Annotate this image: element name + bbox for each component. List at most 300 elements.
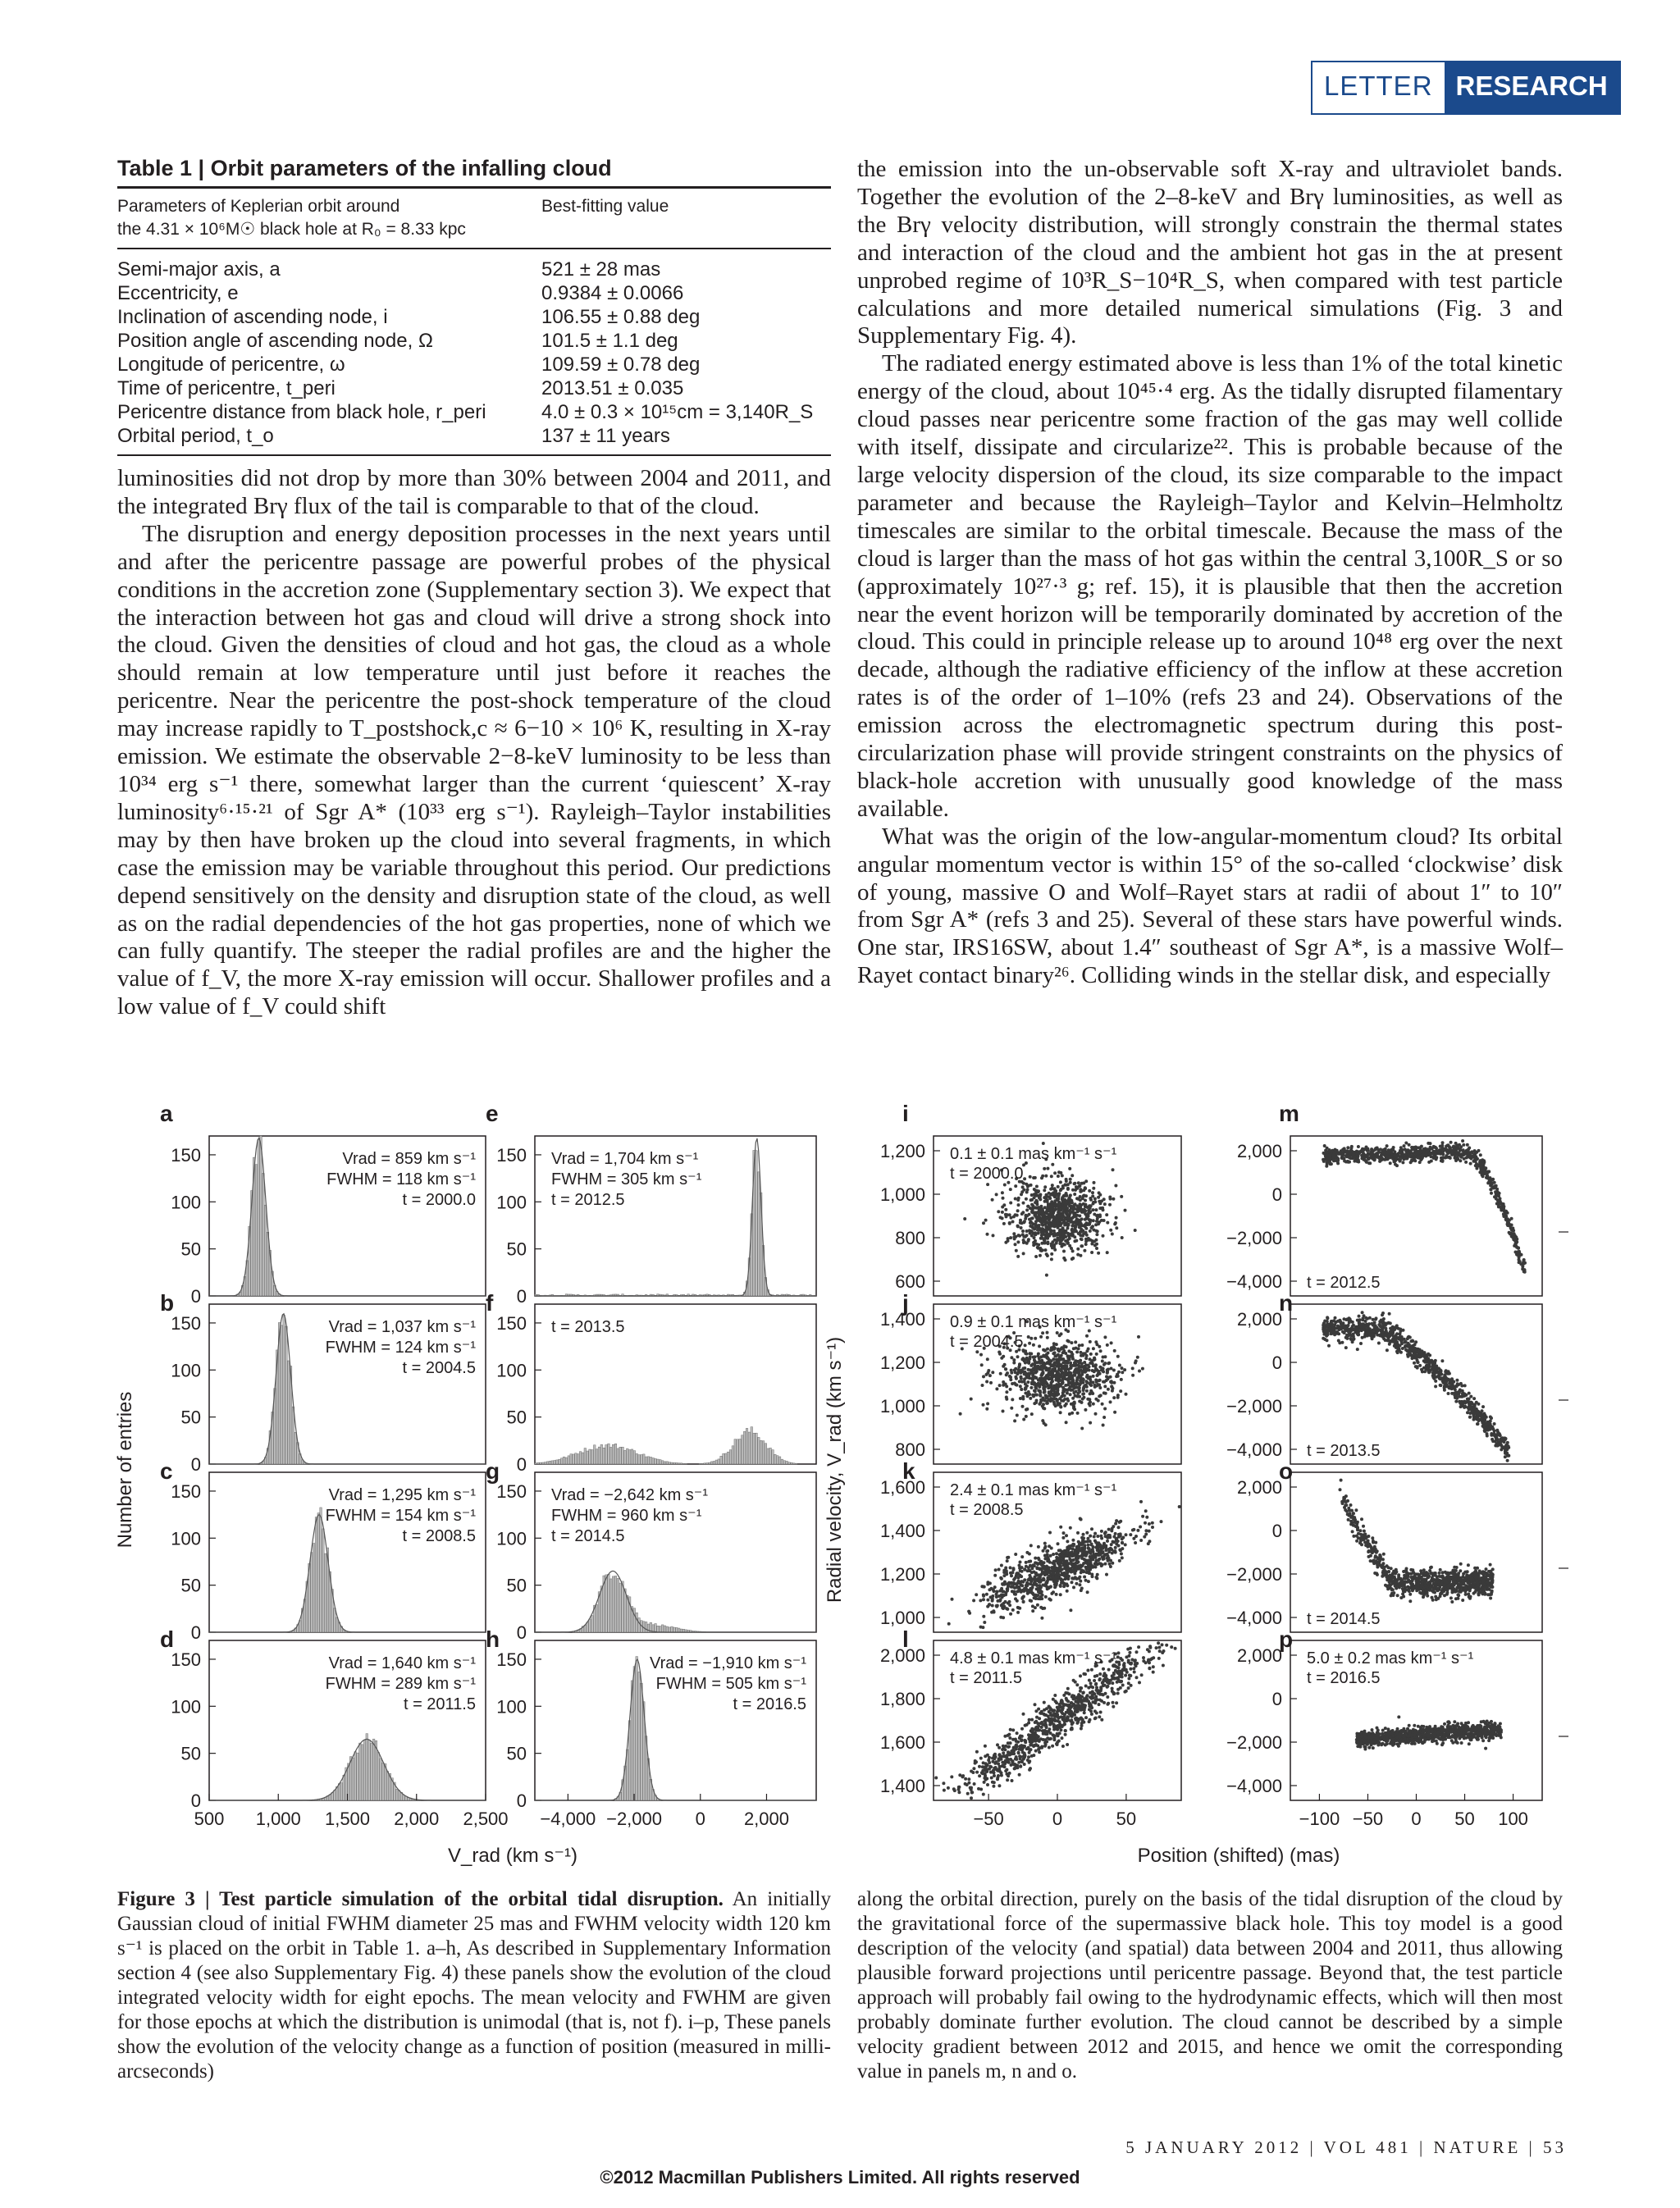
y-tick-label: 1,200 bbox=[879, 1141, 925, 1161]
scatter-point bbox=[1100, 1552, 1103, 1555]
scatter-point bbox=[1466, 1143, 1469, 1147]
scatter-point bbox=[1134, 1229, 1137, 1232]
histogram-bar bbox=[772, 1450, 774, 1464]
scatter-point bbox=[996, 1743, 999, 1746]
scatter-point bbox=[985, 1764, 988, 1768]
scatter-point bbox=[998, 1746, 1001, 1750]
scatter-point bbox=[1092, 1347, 1095, 1350]
scatter-point bbox=[1115, 1537, 1118, 1540]
scatter-point bbox=[1036, 1354, 1039, 1357]
table-row bbox=[117, 424, 831, 448]
scatter-point bbox=[1085, 1334, 1089, 1338]
scatter-point bbox=[1007, 1237, 1010, 1240]
scatter-point bbox=[1107, 1362, 1110, 1365]
histogram-bar bbox=[748, 1432, 751, 1464]
scatter-point bbox=[1029, 1353, 1033, 1356]
scatter-point bbox=[997, 1210, 1000, 1213]
scatter-point bbox=[1117, 1526, 1121, 1529]
scatter-point bbox=[1066, 1224, 1070, 1227]
scatter-point bbox=[1069, 1526, 1072, 1530]
scatter-point bbox=[1006, 1778, 1009, 1781]
scatter-point bbox=[1464, 1161, 1468, 1164]
scatter-point bbox=[1100, 1564, 1103, 1567]
scatter-point bbox=[1064, 1371, 1067, 1375]
scatter-point bbox=[1121, 1366, 1124, 1370]
scatter-point bbox=[1076, 1555, 1080, 1558]
scatter-point bbox=[1039, 1560, 1043, 1563]
scatter-point bbox=[1053, 1564, 1057, 1567]
scatter-point bbox=[1081, 1371, 1084, 1374]
scatter-point bbox=[1020, 1226, 1023, 1229]
scatter-point bbox=[1016, 1611, 1020, 1614]
scatter-point bbox=[991, 1598, 994, 1601]
scatter-point bbox=[1011, 1608, 1015, 1612]
y-tick-label: 0 bbox=[190, 1286, 201, 1307]
scatter-point bbox=[1029, 1743, 1032, 1746]
scatter-point bbox=[1102, 1424, 1105, 1427]
scatter-point bbox=[1045, 1730, 1048, 1733]
scatter-point bbox=[1001, 1211, 1004, 1214]
scatter-point bbox=[1061, 1357, 1065, 1361]
scatter-point bbox=[1025, 1407, 1029, 1411]
scatter-point bbox=[1078, 1544, 1081, 1547]
scatter-point bbox=[1016, 1599, 1019, 1603]
scatter-point bbox=[1064, 1377, 1067, 1380]
histogram-bar bbox=[258, 1139, 260, 1296]
scatter-point bbox=[1092, 1202, 1095, 1206]
scatter-point bbox=[1112, 1198, 1115, 1201]
scatter-point bbox=[1456, 1145, 1459, 1148]
histogram-bar bbox=[338, 1784, 340, 1800]
scatter-point bbox=[1059, 1188, 1062, 1192]
scatter-point bbox=[1077, 1560, 1080, 1563]
scatter-point bbox=[1084, 1685, 1088, 1688]
scatter-point bbox=[1089, 1535, 1092, 1538]
scatter-point bbox=[1403, 1144, 1406, 1147]
scatter-point bbox=[1071, 1221, 1075, 1225]
scatter-point bbox=[1061, 1243, 1065, 1247]
scatter-point bbox=[1029, 1397, 1032, 1400]
scatter-point bbox=[1107, 1550, 1111, 1553]
scatter-point bbox=[1124, 1209, 1127, 1212]
scatter-point bbox=[1076, 1720, 1080, 1723]
scatter-point bbox=[1427, 1161, 1431, 1164]
scatter-point bbox=[1007, 1745, 1011, 1749]
scatter-point bbox=[1145, 1516, 1148, 1519]
histogram-bar bbox=[357, 1753, 359, 1800]
scatter-point bbox=[1002, 1197, 1005, 1200]
scatter-point bbox=[1093, 1717, 1097, 1720]
scatter-point bbox=[1050, 1204, 1053, 1207]
scatter-point bbox=[1063, 1194, 1066, 1198]
scatter-point bbox=[1113, 1411, 1116, 1414]
scatter-point bbox=[1009, 1188, 1012, 1191]
scatter-point bbox=[1084, 1716, 1088, 1719]
scatter-point bbox=[1017, 1761, 1020, 1764]
scatter-point bbox=[982, 1761, 985, 1764]
scatter-point bbox=[1005, 1390, 1008, 1394]
scatter-point bbox=[1040, 1398, 1043, 1402]
body-text-right-column bbox=[857, 156, 1563, 990]
table-cell-param: Pericentre distance from black hole, r_peri bbox=[117, 401, 486, 423]
scatter-point bbox=[1027, 1205, 1030, 1208]
y-tick-label: −2,000 bbox=[1226, 1228, 1282, 1248]
scatter-point bbox=[1127, 1654, 1130, 1658]
histogram-bar bbox=[664, 1626, 666, 1632]
scatter-point bbox=[1029, 1560, 1032, 1563]
scatter-point bbox=[1053, 1209, 1057, 1212]
scatter-point bbox=[1046, 1553, 1049, 1556]
scatter-point bbox=[1064, 1729, 1067, 1732]
scatter-point bbox=[1058, 1402, 1061, 1405]
scatter-point bbox=[1049, 1231, 1052, 1234]
scatter-point bbox=[995, 1193, 998, 1196]
scatter-point bbox=[1112, 1525, 1115, 1528]
y-tick-label: 50 bbox=[506, 1407, 527, 1428]
scatter-point bbox=[1016, 1198, 1020, 1202]
scatter-point bbox=[1116, 1375, 1120, 1378]
scatter-point bbox=[1343, 1147, 1346, 1150]
scatter-point bbox=[1030, 1381, 1034, 1385]
scatter-point bbox=[1005, 1385, 1008, 1388]
scatter-point bbox=[1121, 1371, 1124, 1374]
scatter-point bbox=[992, 1785, 995, 1788]
histogram-bar bbox=[725, 1453, 728, 1464]
scatter-point bbox=[1132, 1667, 1135, 1670]
scatter-point bbox=[1058, 1703, 1061, 1706]
scatter-point bbox=[1066, 1398, 1069, 1401]
histogram-bar bbox=[292, 1407, 294, 1464]
scatter-point bbox=[1068, 1167, 1071, 1170]
scatter-point bbox=[982, 1594, 985, 1597]
scatter-point bbox=[1449, 1156, 1452, 1160]
histogram-bar bbox=[324, 1553, 326, 1632]
histogram-bar bbox=[386, 1772, 389, 1800]
scatter-point bbox=[1058, 1218, 1061, 1221]
scatter-point bbox=[1001, 1764, 1004, 1768]
scatter-point bbox=[1418, 1146, 1421, 1149]
scatter-point bbox=[950, 1775, 953, 1778]
scatter-point bbox=[1032, 1241, 1035, 1244]
scatter-point bbox=[1114, 1184, 1117, 1188]
histogram-bar bbox=[756, 1433, 758, 1464]
scatter-point bbox=[1009, 1566, 1012, 1569]
scatter-point bbox=[1036, 1729, 1039, 1732]
histogram-bar bbox=[403, 1795, 405, 1800]
scatter-point bbox=[1054, 1576, 1057, 1580]
scatter-point bbox=[1075, 1386, 1078, 1389]
scatter-point bbox=[1025, 1385, 1029, 1388]
scatter-point bbox=[1098, 1672, 1102, 1676]
scatter-point bbox=[1065, 1697, 1068, 1700]
scatter-point bbox=[1121, 1669, 1124, 1672]
histogram-bar bbox=[617, 1578, 619, 1632]
scatter-point bbox=[1121, 1537, 1124, 1540]
scatter-point bbox=[1092, 1187, 1095, 1190]
scatter-point bbox=[1107, 1679, 1111, 1682]
scatter-point bbox=[1089, 1229, 1092, 1233]
scatter-point bbox=[1012, 1567, 1016, 1570]
scatter-point bbox=[1059, 1526, 1062, 1529]
scatter-point bbox=[978, 1774, 981, 1777]
scatter-point bbox=[1402, 1154, 1405, 1157]
scatter-point bbox=[961, 1774, 965, 1777]
scatter-point bbox=[1111, 1387, 1114, 1390]
scatter-point bbox=[1055, 1742, 1058, 1745]
scatter-point bbox=[1137, 1645, 1140, 1649]
scatter-point bbox=[966, 1792, 970, 1795]
scatter-point bbox=[1071, 1206, 1075, 1209]
x-tick-label: 0 bbox=[695, 1809, 705, 1829]
y-tick-label: 1,600 bbox=[879, 1477, 925, 1498]
histogram-bar bbox=[260, 1136, 262, 1296]
scatter-point bbox=[1114, 1522, 1117, 1526]
scatter-point bbox=[1089, 1681, 1093, 1685]
scatter-point bbox=[1007, 1585, 1010, 1588]
scatter-point bbox=[1085, 1551, 1089, 1554]
scatter-point bbox=[1071, 1357, 1075, 1361]
scatter-point bbox=[1045, 1396, 1048, 1399]
scatter-point bbox=[993, 1774, 996, 1777]
scatter-point bbox=[1072, 1405, 1075, 1408]
scatter-point bbox=[1043, 1390, 1047, 1394]
table-row bbox=[117, 258, 831, 281]
scatter-point bbox=[972, 1767, 975, 1770]
scatter-point bbox=[1135, 1662, 1139, 1665]
histogram-bar bbox=[645, 1457, 647, 1464]
scatter-point bbox=[1107, 1388, 1110, 1391]
scatter-point bbox=[1074, 1340, 1077, 1344]
scatter-point bbox=[1040, 1746, 1043, 1750]
scatter-point bbox=[1105, 1213, 1108, 1216]
scatter-point bbox=[1009, 1758, 1012, 1761]
scatter-point bbox=[1057, 1542, 1060, 1545]
scatter-point bbox=[1048, 1531, 1052, 1535]
scatter-point bbox=[1071, 1715, 1074, 1718]
scatter-point bbox=[1059, 1171, 1062, 1175]
scatter-point bbox=[1141, 1367, 1144, 1371]
histogram-bar bbox=[673, 1462, 676, 1464]
scatter-point bbox=[1160, 1520, 1163, 1523]
histogram-bar bbox=[734, 1439, 737, 1464]
scatter-point bbox=[1082, 1691, 1085, 1695]
scatter-point bbox=[1429, 1142, 1432, 1145]
scatter-point bbox=[1017, 1203, 1020, 1207]
y-tick-label: 150 bbox=[171, 1649, 201, 1670]
scatter-point bbox=[1094, 1208, 1098, 1211]
scatter-point bbox=[1344, 1154, 1348, 1157]
scatter-point bbox=[1043, 1719, 1046, 1722]
scatter-point bbox=[1072, 1569, 1075, 1572]
histogram-bar bbox=[753, 1433, 756, 1464]
scatter-point bbox=[1066, 1187, 1070, 1190]
scatter-point bbox=[1077, 1540, 1080, 1544]
scatter-point bbox=[1107, 1557, 1111, 1560]
scatter-point bbox=[1095, 1343, 1098, 1346]
scatter-point bbox=[1071, 1551, 1074, 1554]
scatter-point bbox=[1117, 1666, 1121, 1669]
scatter-point bbox=[1057, 1175, 1060, 1178]
scatter-point bbox=[1094, 1412, 1098, 1416]
scatter-point bbox=[1325, 1165, 1328, 1168]
x-tick-label: 2,500 bbox=[463, 1809, 509, 1829]
scatter-point bbox=[983, 1621, 986, 1624]
histogram-bar bbox=[591, 1450, 594, 1464]
scatter-point bbox=[1328, 1157, 1331, 1161]
scatter-point bbox=[1004, 1600, 1007, 1604]
scatter-point bbox=[1061, 1536, 1065, 1540]
scatter-point bbox=[1045, 1193, 1048, 1197]
scatter-point bbox=[1148, 1646, 1152, 1649]
paragraph: luminosities did not drop by more than 30% between 2004 and 2011, and the integrated Brγ flux of the tail is comparable to that of the cloud. bbox=[117, 465, 831, 519]
scatter-point bbox=[1010, 1356, 1013, 1359]
scatter-point bbox=[1039, 1382, 1043, 1385]
scatter-point bbox=[1046, 1736, 1049, 1740]
scatter-point bbox=[1016, 1240, 1020, 1243]
scatter-point bbox=[1522, 1259, 1526, 1262]
y-tick-label: 0 bbox=[516, 1622, 527, 1643]
scatter-point bbox=[1080, 1536, 1084, 1540]
scatter-point bbox=[1121, 1541, 1124, 1544]
scatter-point bbox=[1118, 1549, 1121, 1552]
scatter-point bbox=[1462, 1143, 1465, 1147]
scatter-point bbox=[1113, 1349, 1116, 1353]
table-col1-header bbox=[117, 195, 541, 241]
scatter-point bbox=[1050, 1193, 1053, 1196]
y-tick-label: 1,400 bbox=[879, 1521, 925, 1541]
scatter-point bbox=[1017, 1234, 1020, 1237]
scatter-point bbox=[1449, 1148, 1452, 1152]
y-tick-label: 0 bbox=[190, 1622, 201, 1643]
histogram-bar bbox=[636, 1453, 638, 1464]
histogram-bar bbox=[666, 1626, 669, 1632]
histogram-bar bbox=[549, 1461, 551, 1464]
scatter-point bbox=[1096, 1214, 1099, 1217]
scatter-point bbox=[1034, 1233, 1037, 1236]
scatter-point bbox=[1042, 1549, 1045, 1553]
scatter-point bbox=[1053, 1220, 1057, 1224]
scatter-point bbox=[1034, 1582, 1037, 1585]
scatter-point bbox=[1065, 1345, 1068, 1348]
scatter-point bbox=[1091, 1191, 1094, 1194]
scatter-point bbox=[1066, 1362, 1069, 1365]
scatter-point bbox=[1004, 1241, 1007, 1244]
scatter-point bbox=[1027, 1755, 1030, 1759]
body-text-left-column bbox=[117, 465, 831, 1021]
scatter-point bbox=[1052, 1590, 1055, 1594]
y-tick-label: 1,000 bbox=[879, 1396, 925, 1416]
scatter-point bbox=[1057, 1367, 1061, 1371]
scatter-point bbox=[1053, 1171, 1057, 1175]
table-cell-param: Longitude of pericentre, ω bbox=[117, 354, 345, 376]
scatter-point bbox=[1101, 1547, 1104, 1550]
scatter-point bbox=[986, 1371, 989, 1375]
table-cell-value: 106.55 ± 0.88 deg bbox=[541, 306, 701, 328]
panel-annotation: Vrad = 1,295 km s⁻¹ bbox=[328, 1486, 476, 1504]
scatter-point bbox=[1084, 1408, 1087, 1412]
scatter-point bbox=[1010, 1407, 1013, 1410]
y-tick-label: 1,400 bbox=[879, 1309, 925, 1330]
scatter-point bbox=[1089, 1704, 1093, 1707]
scatter-point bbox=[1039, 1335, 1043, 1339]
scatter-point bbox=[1016, 1225, 1020, 1228]
histogram-bar bbox=[669, 1627, 671, 1632]
panel-annotation: t = 2008.5 bbox=[402, 1527, 476, 1545]
section-badge bbox=[1311, 61, 1621, 115]
scatter-point bbox=[1048, 1197, 1052, 1200]
y-tick-label: 0 bbox=[190, 1791, 201, 1811]
scatter-point bbox=[1057, 1225, 1060, 1228]
scatter-point bbox=[1021, 1357, 1025, 1360]
scatter-point bbox=[1011, 1220, 1015, 1224]
scatter-point bbox=[1052, 1708, 1056, 1712]
scatter-point bbox=[1053, 1362, 1057, 1365]
scatter-point bbox=[1095, 1553, 1098, 1556]
scatter-point bbox=[982, 1403, 985, 1407]
scatter-point bbox=[1040, 1590, 1043, 1594]
scatter-point bbox=[1067, 1349, 1071, 1353]
panel-letter: c bbox=[160, 1458, 173, 1484]
scatter-point bbox=[1018, 1362, 1021, 1366]
scatter-point bbox=[993, 1585, 997, 1589]
histogram-bar bbox=[664, 1462, 666, 1464]
panel-annotation: t = 2000.0 bbox=[402, 1191, 476, 1209]
histogram-bar bbox=[758, 1172, 760, 1296]
scatter-point bbox=[1157, 1641, 1160, 1645]
scatter-point bbox=[1082, 1721, 1085, 1724]
scatter-point bbox=[1046, 1336, 1049, 1339]
scatter-point bbox=[1102, 1681, 1105, 1684]
scatter-point bbox=[1103, 1202, 1107, 1206]
scatter-point bbox=[992, 1234, 995, 1237]
scatter-point bbox=[1081, 1381, 1084, 1385]
scatter-point bbox=[995, 1387, 998, 1390]
scatter-point bbox=[1061, 1174, 1064, 1177]
scatter-point bbox=[1061, 1379, 1064, 1382]
y-tick-label: 1,200 bbox=[879, 1353, 925, 1373]
histogram-bar bbox=[633, 1608, 636, 1632]
scatter-point bbox=[1098, 1703, 1101, 1706]
table-cell-param: Inclination of ascending node, i bbox=[117, 306, 388, 328]
table-cell-value: 109.59 ± 0.78 deg bbox=[541, 354, 701, 376]
panel-annotation: Vrad = 859 km s⁻¹ bbox=[342, 1150, 476, 1168]
scatter-point bbox=[1084, 1239, 1088, 1243]
scatter-point bbox=[1058, 1239, 1061, 1242]
scatter-point bbox=[1115, 1216, 1118, 1220]
histogram-bar bbox=[739, 1439, 742, 1464]
histogram-bar bbox=[624, 1589, 627, 1632]
scatter-point bbox=[1010, 1216, 1013, 1220]
scatter-point bbox=[1112, 1369, 1116, 1372]
scatter-point bbox=[1070, 1341, 1073, 1344]
scatter-point bbox=[985, 1593, 988, 1596]
histogram-bar bbox=[605, 1575, 608, 1632]
scatter-point bbox=[1106, 1686, 1109, 1689]
scatter-point bbox=[1517, 1246, 1520, 1249]
scatter-point bbox=[1098, 1200, 1101, 1203]
y-tick-label: −4,000 bbox=[1226, 1271, 1282, 1292]
scatter-point bbox=[1055, 1552, 1058, 1555]
scatter-point bbox=[1066, 1227, 1070, 1230]
y-tick-label: 100 bbox=[496, 1696, 527, 1718]
scatter-point bbox=[1022, 1600, 1025, 1604]
scatter-point bbox=[1109, 1565, 1112, 1568]
scatter-point bbox=[1049, 1731, 1052, 1735]
scatter-point bbox=[1058, 1558, 1061, 1562]
scatter-point bbox=[1349, 1149, 1353, 1152]
scatter-point bbox=[1061, 1389, 1065, 1392]
histogram-bar bbox=[642, 1454, 645, 1464]
